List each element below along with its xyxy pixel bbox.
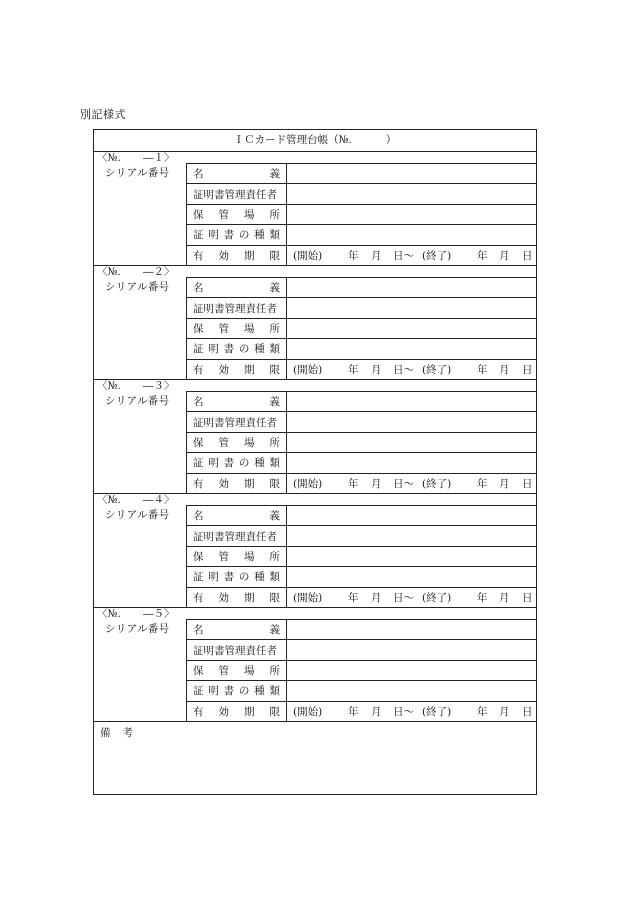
manager-row xyxy=(187,640,536,660)
validity-year-2: 年 xyxy=(477,478,488,491)
location-value-field[interactable] xyxy=(287,205,536,224)
validity-end: (終了) xyxy=(422,478,452,491)
location-label: 保 管 場 所 xyxy=(187,433,287,452)
validity-month-2: 月 xyxy=(499,250,510,263)
validity-end: (終了) xyxy=(422,250,452,263)
location-value-field[interactable] xyxy=(287,661,536,680)
manager-label: 証明書管理責任者 xyxy=(187,184,287,203)
validity-month-1: 月 xyxy=(371,250,382,263)
cert-type-row xyxy=(187,681,536,701)
location-value-field[interactable] xyxy=(287,433,536,452)
card-number-open: 〈№. xyxy=(97,380,121,392)
manager-row xyxy=(187,184,536,204)
card-number xyxy=(97,381,175,392)
name-label: 名 義 xyxy=(187,278,287,297)
validity-month-1: 月 xyxy=(371,592,382,605)
card-number-close: ―３〉 xyxy=(143,380,175,392)
name-row xyxy=(187,506,536,526)
serial-number-label: シリアル番号 xyxy=(105,395,170,407)
validity-year-1: 年 xyxy=(348,592,359,605)
location-label: 保 管 場 所 xyxy=(187,661,287,680)
card-fields xyxy=(186,391,536,493)
serial-number-label: シリアル番号 xyxy=(105,509,170,521)
cert-type-row xyxy=(187,225,536,245)
cert-type-label: 証 明 書 の 種 類 xyxy=(187,567,287,586)
validity-value-field[interactable] xyxy=(287,474,536,494)
validity-year-2: 年 xyxy=(477,706,488,719)
cert-type-value-field[interactable] xyxy=(287,453,536,472)
name-value-field[interactable] xyxy=(287,164,536,183)
validity-year-2: 年 xyxy=(477,364,488,377)
name-value-field[interactable] xyxy=(287,620,536,639)
remarks-label: 備 考 xyxy=(100,727,133,739)
cert-type-row xyxy=(187,453,536,473)
ic-card-ledger-table xyxy=(93,129,537,795)
name-value-field[interactable] xyxy=(287,506,536,525)
location-label: 保 管 場 所 xyxy=(187,205,287,224)
validity-start: (開始) xyxy=(293,592,323,605)
manager-value-field[interactable] xyxy=(287,526,536,545)
validity-label: 有 効 期 限 xyxy=(187,246,287,266)
validity-day-2: 日 xyxy=(522,706,533,719)
validity-month-2: 月 xyxy=(499,364,510,377)
validity-year-1: 年 xyxy=(348,250,359,263)
validity-row xyxy=(187,360,536,380)
card-number-open: 〈№. xyxy=(97,152,121,164)
cert-type-row xyxy=(187,567,536,587)
card-block-1 xyxy=(94,152,536,266)
form-label: 別記様式 xyxy=(80,108,126,121)
remarks-section[interactable] xyxy=(94,722,536,796)
card-number xyxy=(97,609,175,620)
card-fields xyxy=(186,619,536,721)
location-label: 保 管 場 所 xyxy=(187,319,287,338)
location-value-field[interactable] xyxy=(287,547,536,566)
cert-type-value-field[interactable] xyxy=(287,339,536,358)
name-row xyxy=(187,164,536,184)
card-block-3 xyxy=(94,380,536,494)
validity-day-1: 日～ xyxy=(393,478,414,491)
validity-day-2: 日 xyxy=(522,250,533,263)
validity-day-2: 日 xyxy=(522,364,533,377)
manager-row xyxy=(187,526,536,546)
validity-year-1: 年 xyxy=(348,478,359,491)
validity-value-field[interactable] xyxy=(287,246,536,266)
validity-row xyxy=(187,588,536,608)
card-fields xyxy=(186,505,536,607)
card-block-4 xyxy=(94,494,536,608)
validity-end: (終了) xyxy=(422,364,452,377)
validity-year-2: 年 xyxy=(477,250,488,263)
manager-row xyxy=(187,298,536,318)
validity-start: (開始) xyxy=(293,364,323,377)
card-number-open: 〈№. xyxy=(97,266,121,278)
name-row xyxy=(187,392,536,412)
validity-day-2: 日 xyxy=(522,478,533,491)
validity-year-1: 年 xyxy=(348,364,359,377)
title-prefix: ＩＣカード管理台帳（№. xyxy=(233,134,352,146)
validity-start: (開始) xyxy=(293,706,323,719)
validity-month-2: 月 xyxy=(499,592,510,605)
manager-label: 証明書管理責任者 xyxy=(187,640,287,659)
name-row xyxy=(187,278,536,298)
card-block-2 xyxy=(94,266,536,380)
manager-label: 証明書管理責任者 xyxy=(187,412,287,431)
validity-month-2: 月 xyxy=(499,706,510,719)
cert-type-value-field[interactable] xyxy=(287,225,536,244)
serial-number-label: シリアル番号 xyxy=(105,623,170,635)
cert-type-label: 証 明 書 の 種 類 xyxy=(187,225,287,244)
card-fields xyxy=(186,277,536,379)
manager-label: 証明書管理責任者 xyxy=(187,298,287,317)
card-number-open: 〈№. xyxy=(97,608,121,620)
ledger-title xyxy=(94,130,536,152)
card-number-close: ―５〉 xyxy=(143,608,175,620)
validity-month-2: 月 xyxy=(499,478,510,491)
validity-day-1: 日～ xyxy=(393,706,414,719)
validity-start: (開始) xyxy=(293,250,323,263)
name-label: 名 義 xyxy=(187,506,287,525)
card-number-open: 〈№. xyxy=(97,494,121,506)
location-row xyxy=(187,547,536,567)
validity-day-1: 日～ xyxy=(393,364,414,377)
validity-label: 有 効 期 限 xyxy=(187,474,287,494)
card-number xyxy=(97,267,175,278)
card-block-5 xyxy=(94,608,536,722)
validity-value-field[interactable] xyxy=(287,588,536,608)
validity-value-field[interactable] xyxy=(287,702,536,722)
manager-value-field[interactable] xyxy=(287,640,536,659)
validity-month-1: 月 xyxy=(371,706,382,719)
validity-end: (終了) xyxy=(422,706,452,719)
location-row xyxy=(187,319,536,339)
name-label: 名 義 xyxy=(187,164,287,183)
card-fields xyxy=(186,163,536,265)
cert-type-label: 証 明 書 の 種 類 xyxy=(187,453,287,472)
validity-start: (開始) xyxy=(293,478,323,491)
validity-year-1: 年 xyxy=(348,706,359,719)
validity-row xyxy=(187,702,536,722)
manager-row xyxy=(187,412,536,432)
name-label: 名 義 xyxy=(187,620,287,639)
card-number-close: ―４〉 xyxy=(143,494,175,506)
location-value-field[interactable] xyxy=(287,319,536,338)
manager-value-field[interactable] xyxy=(287,298,536,317)
validity-label: 有 効 期 限 xyxy=(187,702,287,722)
validity-day-1: 日～ xyxy=(393,592,414,605)
validity-end: (終了) xyxy=(422,592,452,605)
serial-number-label: シリアル番号 xyxy=(105,281,170,293)
manager-value-field[interactable] xyxy=(287,184,536,203)
location-row xyxy=(187,205,536,225)
card-list xyxy=(94,152,536,722)
serial-number-label: シリアル番号 xyxy=(105,167,170,179)
card-number-close: ―１〉 xyxy=(143,152,175,164)
validity-row xyxy=(187,246,536,266)
cert-type-value-field[interactable] xyxy=(287,681,536,700)
manager-value-field[interactable] xyxy=(287,412,536,431)
manager-label: 証明書管理責任者 xyxy=(187,526,287,545)
location-row xyxy=(187,661,536,681)
name-value-field[interactable] xyxy=(287,392,536,411)
validity-label: 有 効 期 限 xyxy=(187,588,287,608)
validity-label: 有 効 期 限 xyxy=(187,360,287,380)
validity-month-1: 月 xyxy=(371,478,382,491)
validity-row xyxy=(187,474,536,494)
location-label: 保 管 場 所 xyxy=(187,547,287,566)
validity-day-2: 日 xyxy=(522,592,533,605)
name-value-field[interactable] xyxy=(287,278,536,297)
cert-type-row xyxy=(187,339,536,359)
name-label: 名 義 xyxy=(187,392,287,411)
title-suffix: ） xyxy=(385,134,397,146)
card-number xyxy=(97,495,175,506)
validity-value-field[interactable] xyxy=(287,360,536,380)
card-number xyxy=(97,153,175,164)
validity-year-2: 年 xyxy=(477,592,488,605)
validity-month-1: 月 xyxy=(371,364,382,377)
cert-type-value-field[interactable] xyxy=(287,567,536,586)
card-number-close: ―２〉 xyxy=(143,266,175,278)
name-row xyxy=(187,620,536,640)
validity-day-1: 日～ xyxy=(393,250,414,263)
cert-type-label: 証 明 書 の 種 類 xyxy=(187,339,287,358)
cert-type-label: 証 明 書 の 種 類 xyxy=(187,681,287,700)
location-row xyxy=(187,433,536,453)
